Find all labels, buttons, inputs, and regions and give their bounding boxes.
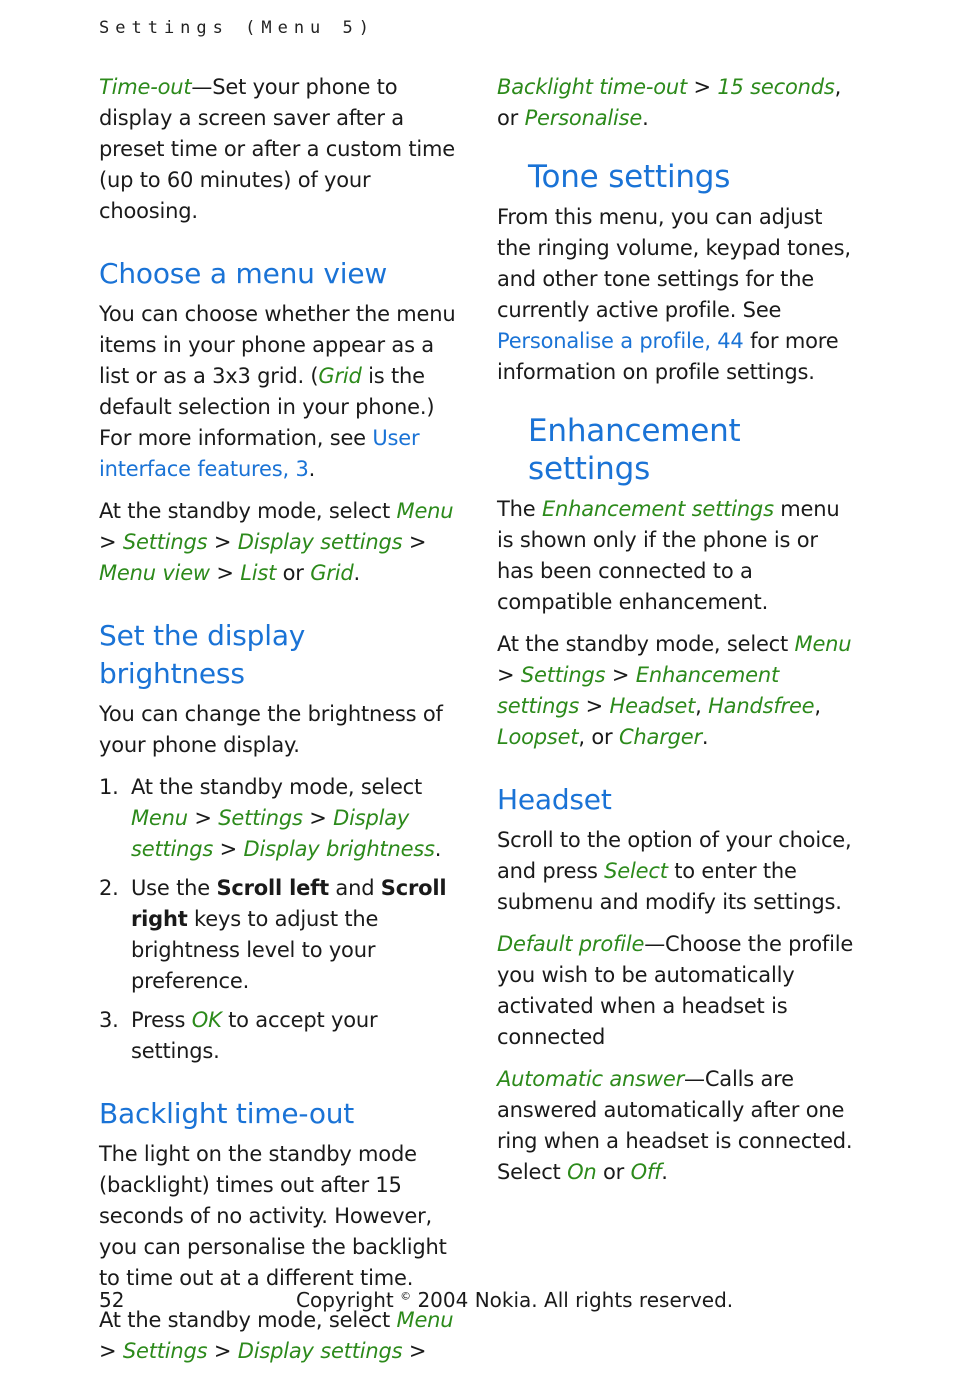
link-personalise-profile[interactable]: Personalise a profile, 44 [497, 329, 744, 353]
charger-term: Charger [618, 725, 702, 749]
text: is the default selection in your phone.) For more information, see [99, 364, 435, 450]
text: and [328, 876, 381, 900]
text: menu is shown only if the phone is or has been connected to a compatible enhancement. [497, 497, 840, 614]
heading-enhancement-settings: Enhancement settings [528, 413, 741, 487]
menu-term: Menu [794, 632, 852, 656]
list-item: 1. At the standby mode, select Menu > Settings > Display settings > Display brightness. [99, 772, 459, 865]
enhancement-paragraph [497, 494, 857, 618]
ok-term: OK [191, 1008, 222, 1032]
text: for more information on profile settings. [497, 329, 839, 384]
text: . [353, 561, 360, 585]
heading-tone-settings: Tone settings [528, 159, 731, 195]
backlight-path: At the standby mode, select Menu > Settings > Display settings > [99, 1308, 454, 1363]
text: keys to adjust the brightness level to your preference. [131, 907, 379, 993]
text: 2004 Nokia. All rights reserved. [411, 1288, 734, 1312]
personalise-term: Personalise [524, 106, 643, 130]
menu-view-path: At the standby mode, select Menu > Settings > Display settings > Menu view > List or Grid. [99, 499, 454, 585]
text: . [434, 837, 442, 861]
list-term: List [240, 561, 277, 585]
backlight-timeout-term: Backlight time-out [497, 75, 688, 99]
text: or [276, 561, 311, 585]
text: Scroll to the option of your choice, and press [497, 828, 852, 883]
backlight-paragraph: The light on the standby mode (backlight) times out after 15 seconds of no activity. However, you can personalise the backlight to time out at a different time. [99, 1142, 447, 1290]
menu-term: Menu [131, 806, 188, 830]
heading-backlight-timeout: Backlight time-out [99, 1097, 355, 1130]
text: . [661, 1160, 668, 1184]
handsfree-term: Handsfree [708, 694, 815, 718]
text: . [701, 725, 709, 749]
default-profile-term: Default profile [497, 932, 645, 956]
timeout-text: —Set your phone to display a screen saver after a preset time or after a custom time (up to 60 minutes) of your choosing. [99, 75, 456, 223]
text: to accept your settings. [131, 1008, 378, 1063]
backlight-path-continued: Backlight time-out > 15 seconds, or Personalise. [497, 75, 842, 130]
link-user-interface-features[interactable]: User interface features, 3 [99, 426, 420, 481]
text: At the standby mode, select [497, 632, 795, 656]
timeout-term: Time-out [99, 75, 192, 99]
on-term: On [567, 1160, 597, 1184]
text: —Choose the profile you wish to be automatically activated when a headset is connected [497, 932, 854, 1049]
heading-headset: Headset [497, 783, 612, 816]
heading-choose-menu-view: Choose a menu view [99, 257, 388, 290]
step-number: 2. [99, 876, 119, 900]
headset-paragraph [497, 825, 857, 918]
text: Use the [131, 876, 217, 900]
text: , or [578, 725, 613, 749]
text: —Calls are answered automatically after one ring when a headset is connected. Select [497, 1067, 853, 1184]
heading-display-brightness: Set the display brightness [99, 619, 306, 690]
enhancement-path: At the standby mode, select Menu > Settings > Enhancement settings > Headset, Handsfree, Loopset, or Charger. [497, 632, 852, 749]
display-brightness-term: Display brightness [243, 837, 435, 861]
menu-term: Menu [396, 1308, 454, 1332]
copyright-symbol: © [400, 1289, 412, 1303]
text: At the standby mode, select [99, 1308, 397, 1332]
running-header: Settings (Menu 5) [99, 18, 375, 38]
display-settings-term: Display settings [237, 530, 403, 554]
text: Press [131, 1008, 192, 1032]
page-number: 52 [99, 1288, 125, 1312]
settings-term: Settings [218, 806, 303, 830]
text: At the standby mode, select [99, 499, 397, 523]
brightness-intro: You can change the brightness of your phone display. [99, 702, 443, 757]
text: , or [497, 75, 842, 130]
tone-paragraph [497, 202, 857, 388]
settings-term: Settings [122, 530, 208, 554]
step-number: 1. [99, 775, 119, 799]
menu-view-paragraph [99, 299, 459, 485]
select-term: Select [604, 859, 668, 883]
text: or [596, 1160, 631, 1184]
timeout-paragraph [99, 72, 459, 227]
automatic-answer-term: Automatic answer [497, 1067, 685, 1091]
copyright [296, 1288, 733, 1312]
text: . [308, 457, 316, 481]
text: From this menu, you can adjust the ringing volume, keypad tones, and other tone settings for the currently active profile. See [497, 205, 851, 322]
enhancement-settings-term: Enhancement settings [497, 663, 780, 718]
list-item [99, 1005, 459, 1067]
menu-term: Menu [396, 499, 454, 523]
text: . [642, 106, 649, 130]
text: The [497, 497, 542, 521]
automatic-answer-paragraph [497, 1064, 857, 1188]
settings-term: Settings [520, 663, 606, 687]
list-item [99, 873, 459, 997]
headset-term: Headset [609, 694, 696, 718]
scroll-right-key: Scroll right [131, 876, 447, 931]
display-settings-term: Display settings [131, 806, 410, 861]
off-term: Off [630, 1160, 662, 1184]
grid-term: Grid [310, 561, 354, 585]
menu-view-term: Menu view [99, 561, 210, 585]
loopset-term: Loopset [497, 725, 579, 749]
brightness-steps [99, 772, 459, 1067]
right-column [497, 72, 857, 1199]
settings-term: Settings [122, 1339, 208, 1363]
text: to enter the submenu and modify its settings. [497, 859, 842, 914]
text: You can choose whether the menu items in your phone appear as a list or as a 3x3 grid. ( [99, 302, 456, 388]
step-number: 3. [99, 1008, 119, 1032]
default-profile-paragraph [497, 929, 857, 1053]
display-settings-term: Display settings [237, 1339, 403, 1363]
text: Copyright [296, 1288, 401, 1312]
grid-term: Grid [318, 364, 362, 388]
left-column [99, 72, 459, 1378]
text: At the standby mode, select [131, 775, 423, 799]
scroll-left-key: Scroll left [216, 876, 329, 900]
enhancement-settings-term: Enhancement settings [541, 497, 774, 521]
fifteen-seconds-term: 15 seconds [717, 75, 835, 99]
